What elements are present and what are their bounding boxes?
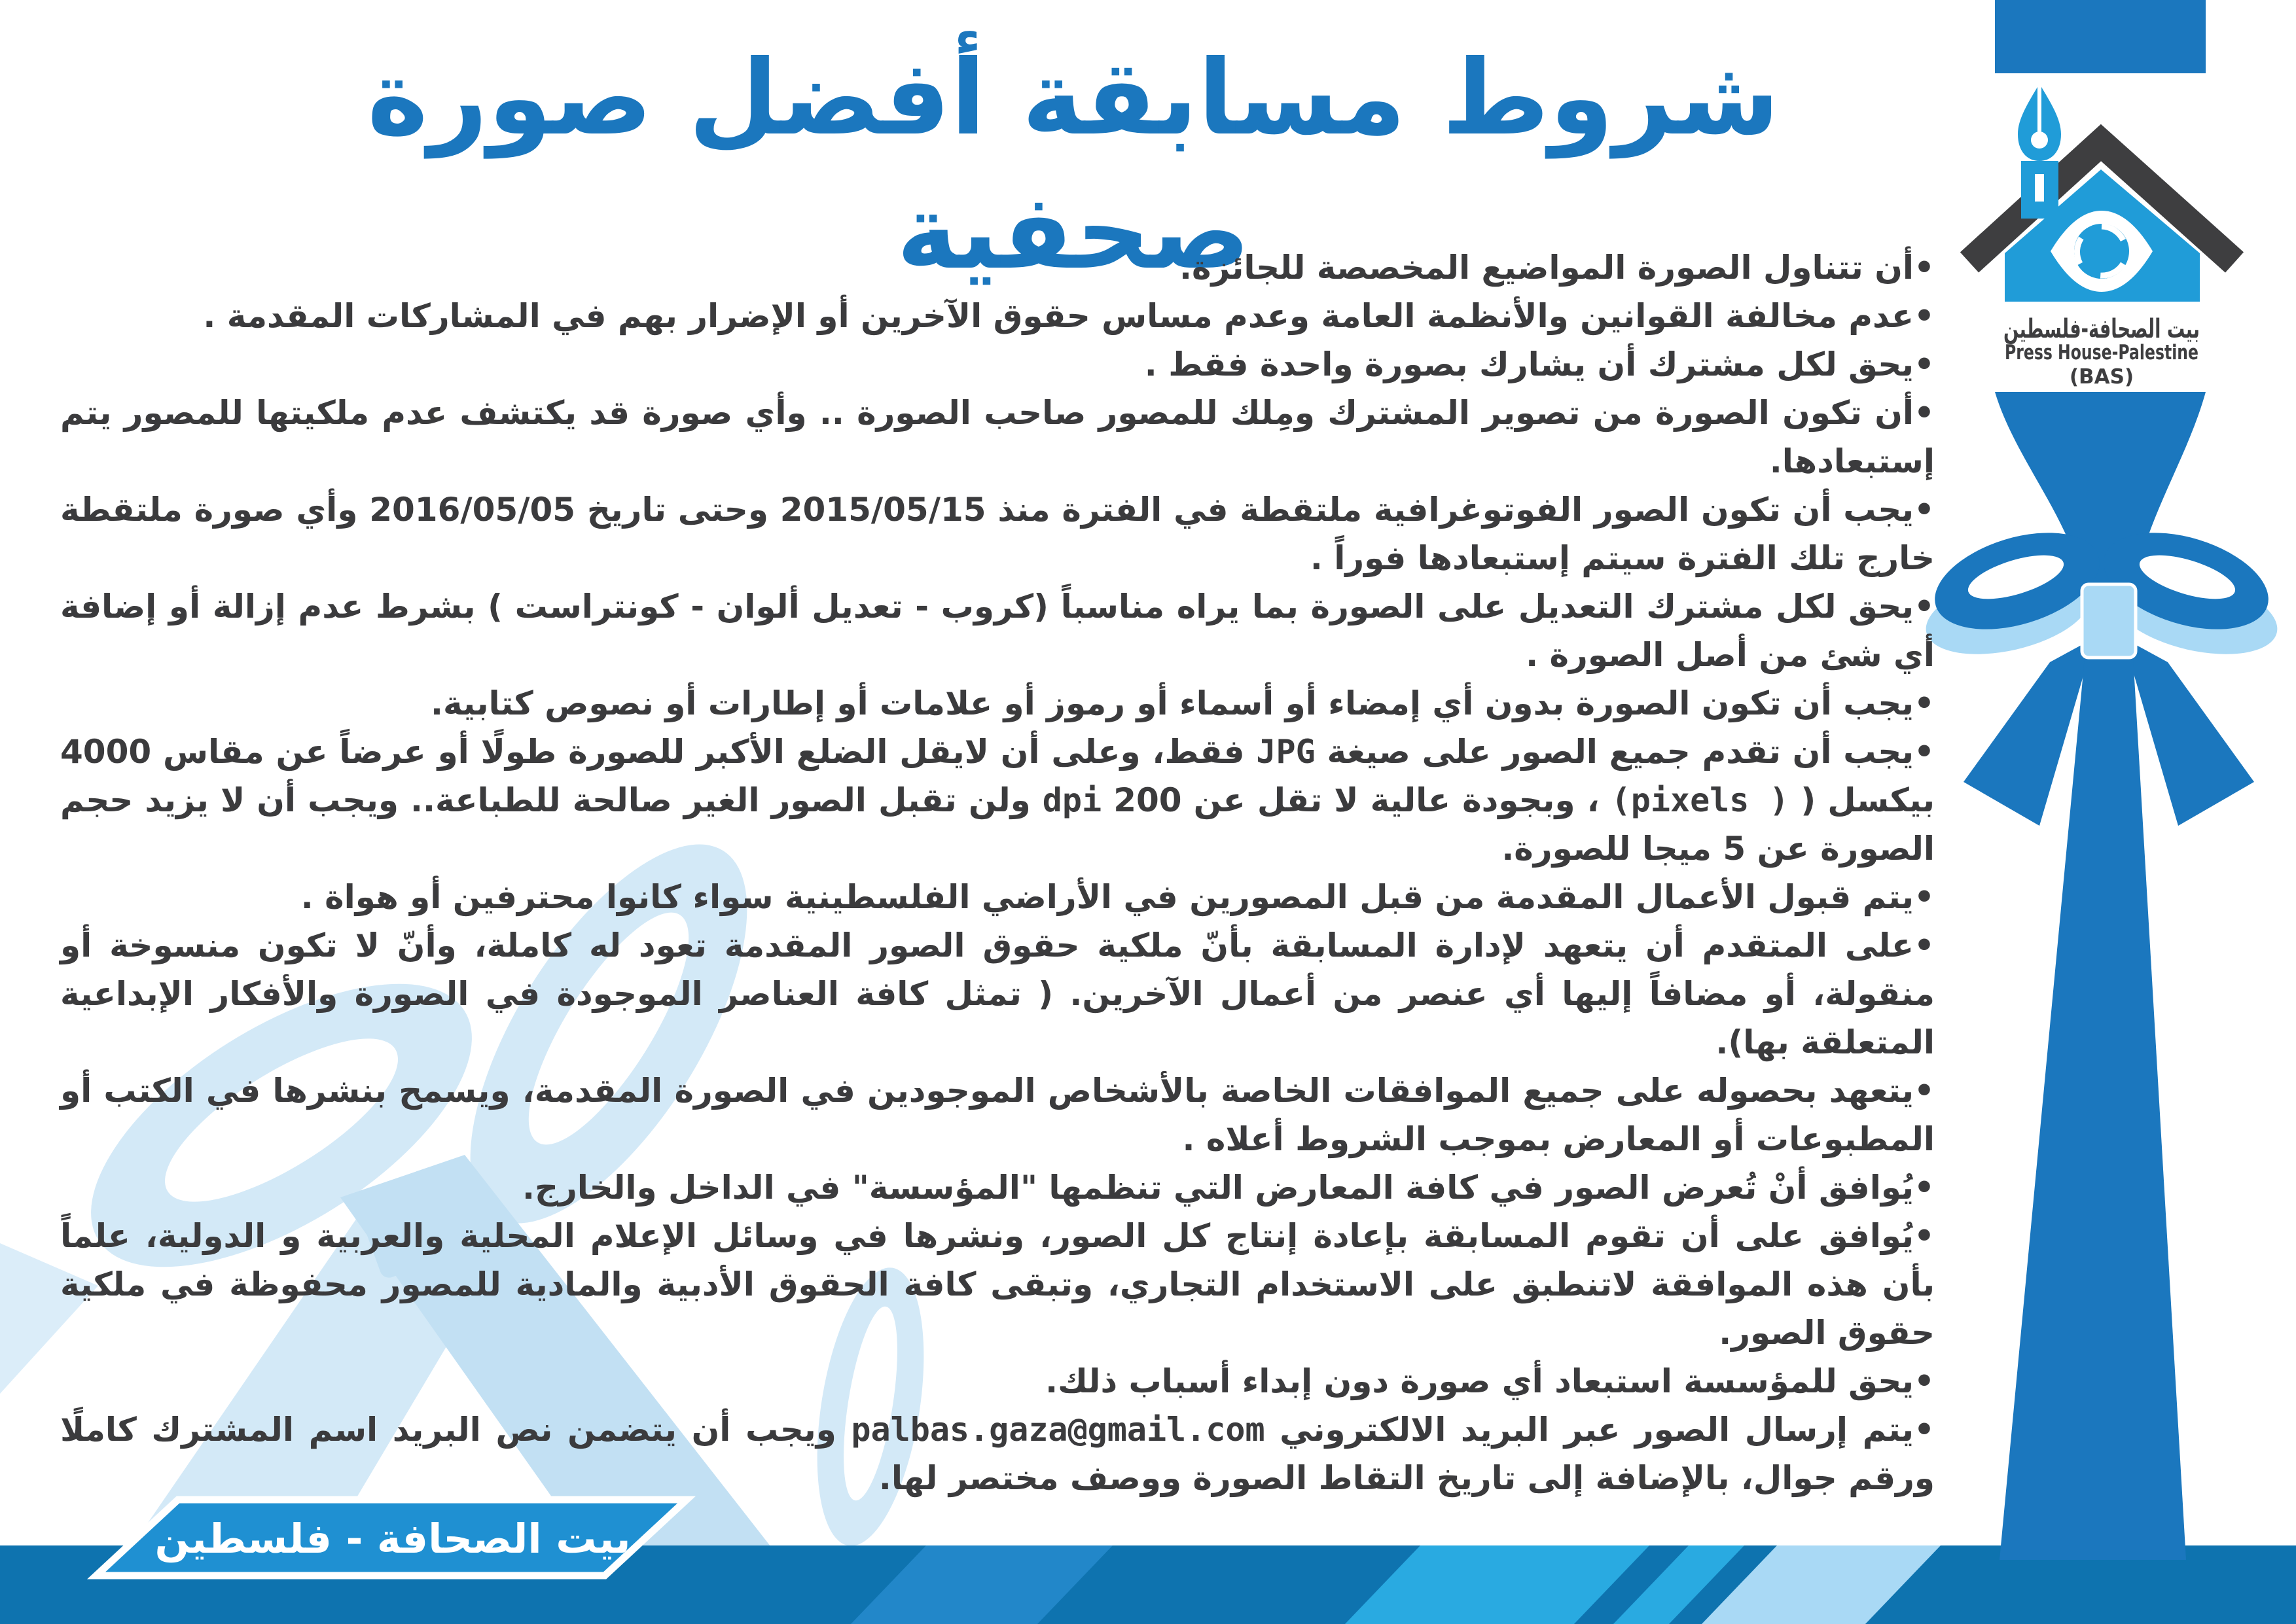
term-item: •يجب أن تكون الصور الفوتوغرافية ملتقطة في الفترة منذ 2015/05/15 وحتى تاريخ 2016/05/05 وأي صورة ملتقطة خارج تلك الفترة سيتم إستبعادها فوراً . [60,491,1935,577]
terms-list [60,243,1935,1502]
logo-abbreviation: (BAS) [2069,365,2134,389]
ribbon-knot [2082,584,2136,658]
logo-name-arabic: بيت الصحافة-فلسطين [2003,314,2200,344]
logo-name-english: Press House-Palestine [2005,341,2198,364]
term-item: •يُوافق أنْ تُعرض الصور في كافة المعارض التي تنظمها "المؤسسة" في الداخل والخارج. [522,1169,1935,1207]
term-item: •أن تكون الصورة من تصوير المشترك ومِلك للمصور صاحب الصورة .. وأي صورة قد يكتشف عدم ملكيتها للمصور يتم إستبعادها. [60,394,1935,480]
term-item [60,728,1935,873]
term-item: •يجب أن تكون الصورة بدون أي إمضاء أو أسماء أو رموز أو علامات أو إطارات أو نصوص كتابية. [430,684,1935,722]
term-item: •يُوافق على أن تقوم المسابقة بإعادة إنتاج كل الصور، ونشرها في وسائل الإعلام المحلية والعربية و الدولية، علماً بأن هذه الموافقة لاتنطبق على الاستخدام التجاري، وتبقى كافة الحقوق الأدبية والمادية للمصور محفوظة في ملكية حقوق الصور. [60,1217,1935,1352]
submission-email: palbas.gaza@gmail.com [851,1411,1265,1449]
pen-nib-icon [2018,84,2061,161]
right-ribbon-graphic [1898,0,2296,1624]
term-text: ولن تقبل الصور الغير صالحة للطباعة.. ويجب أن لا يزيد حجم الصورة عن 5 ميجا للصورة. [60,781,1935,868]
term-item: •عدم مخالفة القوانين والأنظمة العامة وعدم مساس حقوق الآخرين أو الإضرار بهم في المشاركات المقدمة . [203,297,1935,335]
ribbon-top-strap [1995,0,2206,73]
term-item: •يتم قبول الأعمال المقدمة من قبل المصورين في الأراضي الفلسطينية سواء كانوا محترفين أو هواة . [300,878,1935,916]
jpg-format-label: JPG [1256,733,1316,771]
footer-banner-label: بيت الصحافة - فلسطين [154,1515,631,1562]
page-title: شروط مسابقة أفضل صورة صحفية [367,38,1780,293]
dpi-label: dpi [1042,781,1102,819]
term-item: •أن تتناول الصورة المواضيع المخصصة للجائزة. [1179,249,1935,287]
term-text: ويجب أن يتضمن نص البريد اسم المشترك كاملًا ورقم جوال، بالإضافة إلى تاريخ التقاط الصورة ووصف مختصر لها. [60,1411,1935,1497]
term-text: فقط، وعلى أن لايقل الضلع الأكبر للصورة طولًا أو عرضاً عن مقاس 4000 بيكسل ( [60,733,1935,819]
term-item: •يحق للمؤسسة استبعاد أي صورة دون إبداء أسباب ذلك. [1045,1362,1935,1400]
pixels-label: (pixels ) [1611,781,1789,819]
term-item: •يتعهد بحصوله على جميع الموافقات الخاصة بالأشخاص الموجودين في الصورة المقدمة، ويسمح بنشرها في الكتب أو المطبوعات أو المعارض بموجب الشروط أعلاه . [60,1072,1935,1158]
ribbon-tail-right [2123,638,2254,826]
term-item: •على المتقدم أن يتعهد لإدارة المسابقة بأنّ ملكية حقوق الصور المقدمة تعود له كاملة، وأنّ لا تكون منسوخة أو منقولة، أو مضافاً إليها أي عنصر من أعمال الآخرين. ( تمثل كافة العناصر الموجودة في الصورة والأفكار الإبداعية المتعلقة بها). [60,927,1935,1061]
term-text: •يجب أن تقدم جميع الصور على صيغة [1315,733,1935,771]
press-house-logo [1969,84,2234,389]
term-text: •يتم إرسال الصور عبر البريد الالكتروني [1265,1411,1935,1449]
term-text: ، وبجودة عالية لا تقل عن 200 [1102,781,1611,819]
term-item: •يحق لكل مشترك أن يشارك بصورة واحدة فقط . [1144,345,1935,383]
term-item: •يحق لكل مشترك التعديل على الصورة بما يراه مناسباً (كروب - تعديل ألوان - كونتراست ) بشرط عدم إزالة أو إضافة أي شئ من أصل الصورة . [60,588,1935,674]
